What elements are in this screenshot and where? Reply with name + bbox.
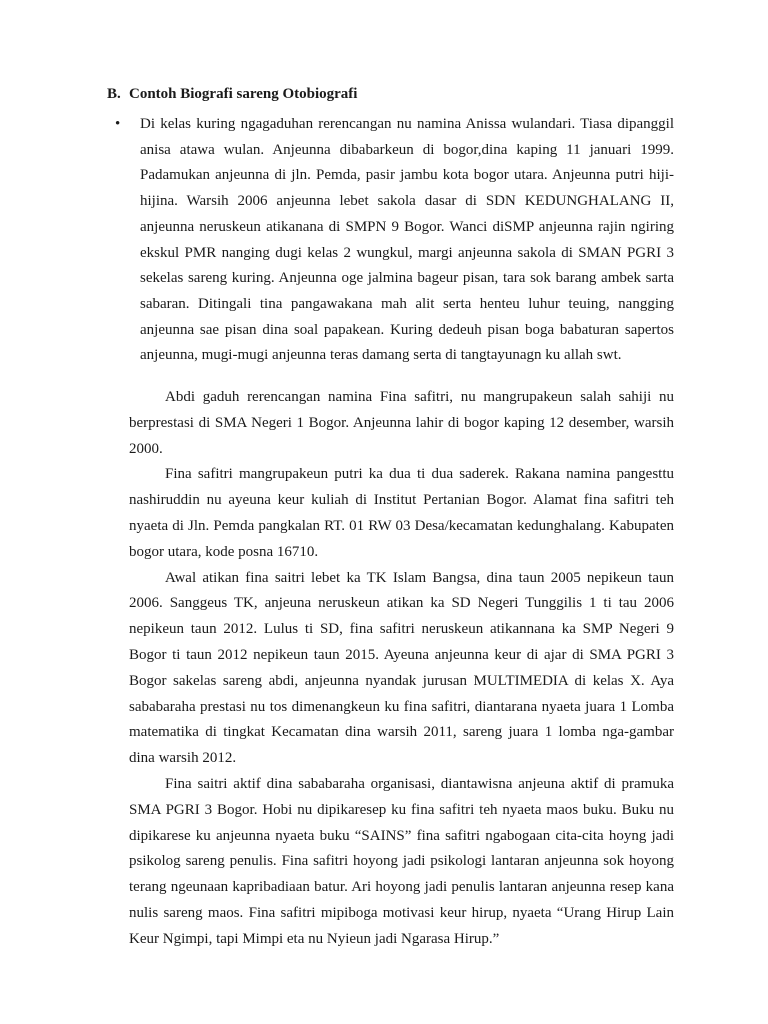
paragraph-3: Awal atikan fina saitri lebet ka TK Islam Bangsa, dina taun 2005 nepikeun taun 2006. Sanggeus TK, anjeuna neruskeun atikan ka SD Negeri Tunggilis 1 ti tau 2006 nepikeun taun 2012. Lulus ti SD, fina safitri neruskeun atikannana ka SMP Negeri 9 Bogor ti taun 2012 nepikeun taun 2015. Ayeuna anjeunna keur di ajar di SMA PGRI 3 Bogor sakelas sareng abdi, anjeunna nyandak jurusan MULTIMEDIA di kelas X. Aya sababaraha prestasi nu tos dimenangkeun ku fina safitri, diantarana nyaeta juara 1 Lomba matematika di tingkat Kecamatan dina warsih 2011, sareng juara 1 lomba nga-gambar dina warsih 2012.: [129, 569, 674, 767]
section-letter: B.: [107, 86, 121, 102]
bullet-icon: •: [115, 116, 121, 132]
paragraph-1: Abdi gaduh rerencangan namina Fina safitri, nu mangrupakeun salah sahiji nu berprestasi di SMA Negeri 1 Bogor. Anjeunna lahir di bogor kaping 12 desember, warsih 2000.: [129, 389, 674, 457]
section-heading: [107, 86, 357, 103]
section-title: Contoh Biografi sareng Otobiografi: [129, 86, 358, 102]
paragraph-4: Fina saitri aktif dina sababaraha organisasi, diantawisna anjeuna aktif di pramuka SMA PGRI 3 Bogor. Hobi nu dipikaresep ku fina safitri teh nyaeta maos buku. Buku nu dipikarese ku anjeunna nyaeta buku “SAINS” fina safitri ngabogaan cita-cita hoyng jadi psikolog sareng penulis. Fina safitri hoyong jadi psikologi lantaran anjeunna sok hoyong terang ngeunaan kapribadiaan batur. Ari hoyong jadi penulis lantaran anjeunna resep kana nulis sareng maos. Fina safitri mipiboga motivasi keur hirup, nyaeta “Urang Hirup Lain Keur Ngimpi, tapi Mimpi eta nu Nyieun jadi Ngarasa Hirup.”: [129, 775, 674, 947]
paragraph-2: Fina safitri mangrupakeun putri ka dua ti dua saderek. Rakana namina pangesttu nashiruddin nu ayeuna keur kuliah di Institut Pertanian Bogor. Alamat fina safitri teh nyaeta di Jln. Pemda pangkalan RT. 01 RW 03 Desa/kecamatan kedunghalang. Kabupaten bogor utara, kode posna 16710.: [129, 466, 674, 560]
body-paragraphs: [129, 385, 674, 953]
bullet-paragraph: Di kelas kuring ngagaduhan rerencangan nu namina Anissa wulandari. Tiasa dipanggil anisa atawa wulan. Anjeunna dibabarkeun di bogor,dina kaping 11 januari 1999. Padamukan anjeunna di jln. Pemda, pasir jambu kota bogor utara. Anjeunna putri hiji-hijina. Warsih 2006 anjeunna lebet sakola dasar di SDN KEDUNGHALANG II, anjeunna neruskeun atikanana di SMPN 9 Bogor. Wanci diSMP anjeunna rajin ngiring ekskul PMR nanging dugi kelas 2 wungkul, margi anjeunna sakola di SMAN PGRI 3 sekelas sareng kuring. Anjeunna oge jalmina bageur pisan, tara sok barang ambek sarta sabaran. Ditingali tina pangawakana mah alit serta henteu luhur teuing, nangging anjeunna sae pisan dina soal papakean. Kuring dedeuh pisan boga babaturan sapertos anjeunna, mugi-mugi anjeunna teras damang serta di tangtayunagn ku allah swt.: [140, 116, 674, 364]
